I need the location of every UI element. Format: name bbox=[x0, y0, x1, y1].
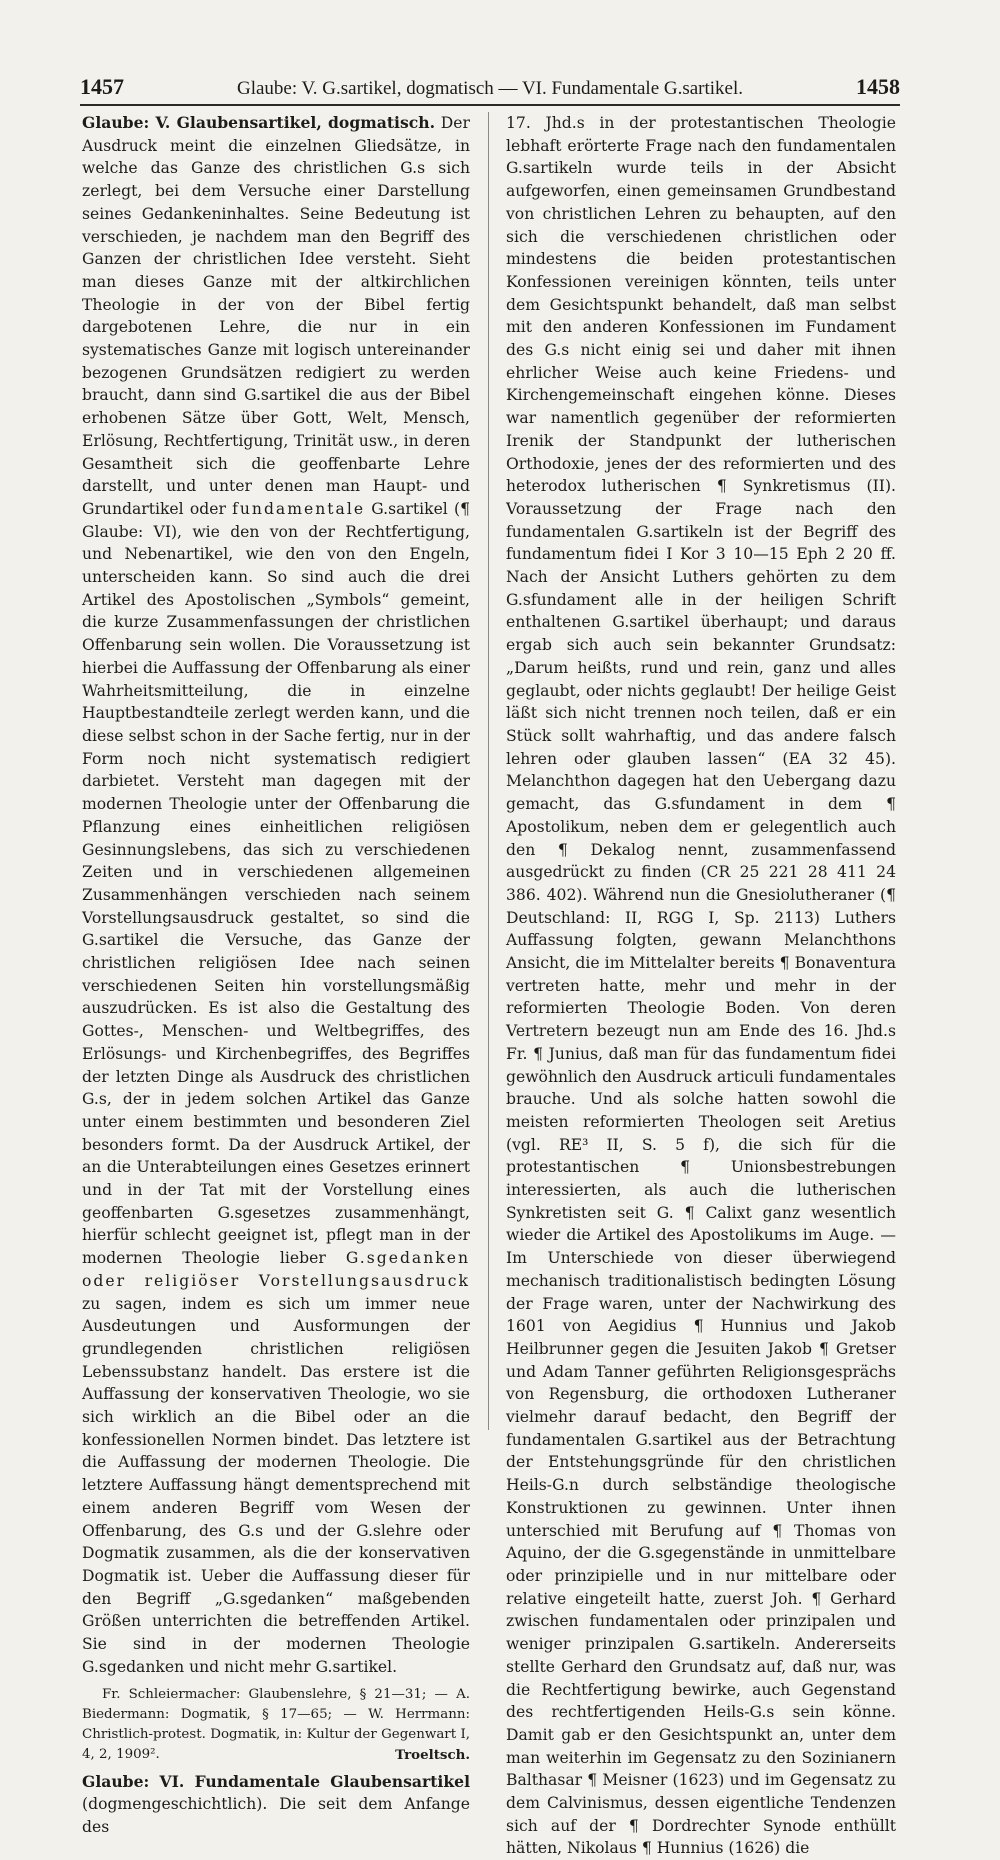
page-number-right: 1458 bbox=[856, 74, 900, 99]
running-header bbox=[80, 60, 900, 100]
article-body-part-2: G.sartikel (¶ Glaube: VI), wie den von der Rechtfertigung, und Nebenartikel, wie den von den Engeln, unterscheiden kann. So sind auch die drei Artikel des Apostolischen „Symbols“ gemeint, die kurze Zusammenfassungen der christlichen Offenbarung sein wollen. Die Voraussetzung ist hierbei die Auffassung der Offenbarung als einer Wahrheitsmitteilung, die in einzelne Hauptbestandteile zerlegt werden kann, und die diese selbst schon in der Sache fertig, nur in der Form noch nicht systematisch redigiert darbietet. Versteht man dagegen mit der modernen Theologie unter der Offenbarung die Pflanzung eines einheitlichen religiösen Gesinnungslebens, das sich zu verschiedenen Zeiten und in verschiedenen allgemeinen Zusammenhängen verschieden nach seinem Vorstellungsausdruck gestaltet, so sind die G.sartikel die Versuche, das Ganze der christlichen religiösen Idee nach seinen verschiedenen Seiten hin vorstellungsmäßig auszudrücken. Es ist also die Gestaltung des Gottes-, Menschen- und Weltbegriffes, des Erlösungs- und Kirchenbegriffes, des Begriffes der letzten Dinge als Ausdruck des christlichen G.s, der in jedem solchen Artikel das Ganze unter einem bestimmten und besonderen Ziel besonders formt. Da der Ausdruck Artikel, der an die Unterabteilungen eines Gesetzes erinnert und in der Tat mit der Vorstellung eines geoffenbarten G.sgesetzes zusammenhängt, hierfür schlecht geeignet ist, pflegt man in der modernen Theologie lieber bbox=[82, 499, 470, 1268]
column-right bbox=[506, 112, 896, 1858]
spaced-term-fundamentale: fundamentale bbox=[232, 499, 366, 518]
column-divider bbox=[488, 112, 489, 1430]
article-heading-2: Glaube: VI. Fundamentale Glaubensartikel bbox=[82, 1771, 470, 1791]
page-number-left: 1457 bbox=[80, 74, 124, 99]
literature-text: Fr. Schleiermacher: Glaubenslehre, § 21—31; — A. Biedermann: Dogmatik, § 17—65; — W. Herrmann: Christlich-protest. Dogmatik, in: Kultur der Gegenwart I, 4, 2, 1909². bbox=[82, 1686, 470, 1762]
article-glaube-vi bbox=[82, 1771, 470, 1839]
article-body-part-1: Der Ausdruck meint die einzelnen Gliedsätze, in welche das Ganze des christlichen G.s sich zerlegt, bei dem Versuche einer Darstellung seines Gedankeninhaltes. Seine Bedeutung ist verschieden, je nachdem man den Begriff des Ganzen der christlichen Idee versteht. Sieht man dieses Ganze mit der altkirchlichen Theologie in der von der Bibel fertig dargebotenen Lehre, die nur in ein systematisches Ganze mit logisch untereinander bezogenen Grundsätzen redigiert zu werden braucht, dann sind G.sartikel die aus der Bibel erhobenen Sätze über Gott, Welt, Mensch, Erlösung, Rechtfertigung, Trinität usw., in deren Gesamtheit sich die geoffenbarte Lehre darstellt, und unter denen man Haupt- und Grundartikel oder bbox=[82, 114, 470, 518]
article-glaube-vi-continued: 17. Jhd.s in der protestantischen Theologie lebhaft erörterte Frage nach den fundamentalen G.sartikeln wurde teils in der Absicht aufgeworfen, einen gemeinsamen Grundbestand von christlichen Lehren zu behaupten, auf den sich die verschiedenen christlichen oder mindestens die beiden protestantischen Konfessionen vereinigen könnten, teils unter dem Gesichtspunkt behandelt, daß man selbst mit den anderen Konfessionen im Fundament des G.s nicht einig sei und daher mit ihnen ehrlicher Weise auch keine Friedens- und Kirchengemeinschaft eingehen könne. Dieses war namentlich gegenüber der reformierten Irenik der Standpunkt der lutherischen Orthodoxie, jenes der des reformierten und des heterodox lutherischen ¶ Synkretismus (II). Voraussetzung der Frage nach den fundamentalen G.sartikeln ist der Begriff des fundamentum fidei I Kor 3 10—15 Eph 2 20 ff. Nach der Ansicht Luthers gehörten zu dem G.sfundament alle in der heiligen Schrift enthaltenen G.sartikel überhaupt; und daraus ergab sich auch sein bekannter Grundsatz: „Darum heißts, rund und rein, ganz und alles geglaubt, oder nichts geglaubt! Der heilige Geist läßt sich nicht trennen noch teilen, daß er ein Stück sollt wahrhaftig, und das andere falsch lehren oder glauben lassen“ (EA 32 45). Melanchthon dagegen hat den Uebergang dazu gemacht, das G.sfundament in dem ¶ Apostolikum, neben dem er gelegentlich auch den ¶ Dekalog nennt, zusammenfassend ausgedrückt zu finden (CR 25 221 28 411 24 386. 402). Während nun die Gnesiolutheraner (¶ Deutschland: II, RGG I, Sp. 2113) Luthers Auffassung folgten, gewann Melanchthons Ansicht, die im Mittelalter bereits ¶ Bonaventura vertreten hatte, mehr und mehr in der reformierten Theologie Boden. Von deren Vertretern bezeugt nun am Ende des 16. Jhd.s Fr. ¶ Junius, daß man für das fundamentum fidei gewöhnlich den Ausdruck articuli fundamentales brauche. Und als solche hatten sowohl die meisten reformierten Theologen seit Aretius (vgl. RE³ II, S. 5 f), die sich für die protestantischen ¶ Unionsbestrebungen interessierten, als auch die lutherischen Synkretisten seit G. ¶ Calixt ganz wesentlich wieder die Artikel des Apostolikums im Auge. — Im Unterschiede von dieser überwiegend mechanisch traditionalistisch bedingten Lösung der Frage waren, unter der Nachwirkung des 1601 von Aegidius ¶ Hunnius und Jakob Heilbrunner gegen die Jesuiten Jakob ¶ Gretser und Adam Tanner geführten Religionsgesprächs von Regensburg, die orthodoxen Lutheraner vielmehr darauf bedacht, den Begriff der fundamentalen G.sartikel aus der Betrachtung der Entstehungsgründe für den christlichen Heils-G.n durch selbständige theologische Konstruktionen zu gewinnen. Unter ihnen unterschied mit Berufung auf ¶ Thomas von Aquino, der die G.sgegenstände in unmittelbare oder prinzipielle und in nur mittelbare oder relative eingeteilt hatte, zuerst Joh. ¶ Gerhard zwischen fundamentalen oder prinzipalen und weniger prinzipalen G.sartikeln. Andererseits stellte Gerhard den Grundsatz auf, daß nur, was die Rechtfertigung bewirke, auch Gegenstand des rechtfertigenden Heils-G.s sein könne. Damit gab er den Gesichtspunkt an, unter dem man weiterhin im Gegensatz zu den Sozinianern Balthasar ¶ Meisner (1623) und im Gegensatz zu dem Calvinismus, dessen eigentliche Tendenzen sich auf der ¶ Dordrechter Synode enthüllt hätten, Nikolaus ¶ Hunnius (1626) die bbox=[506, 114, 896, 1858]
article-heading: Glaube: V. Glaubensartikel, dogmatisch. bbox=[82, 113, 435, 132]
spaced-term-gsgedanken: G.sgedanken oder religiöser Vorstellungsausdruck bbox=[82, 1249, 470, 1290]
column-left bbox=[82, 112, 470, 1836]
article-glaube-v bbox=[82, 112, 470, 1679]
author-signature: Troeltsch. bbox=[395, 1746, 470, 1763]
article-body-part-4: (dogmengeschichtlich). Die seit dem Anfange des bbox=[82, 1795, 470, 1836]
header-rule bbox=[80, 104, 900, 106]
running-title: Glaube: V. G.sartikel, dogmatisch — VI. Fundamentale G.sartikel. bbox=[236, 78, 744, 99]
literature-references bbox=[82, 1685, 470, 1765]
article-body-part-3: zu sagen, indem es sich um immer neue Ausdeutungen und Ausformungen der grundlegenden christlichen religiösen Lebenssubstanz handelt. Das erstere ist die Auffassung der konservativen Theologie, wo sie sich wirklich an die Bibel oder an die konfessionellen Normen bindet. Das letztere ist die Auffassung der modernen Theologie. Die letztere Auffassung hängt dementsprechend mit einem anderen Begriff vom Wesen der Offenbarung, des G.s und der G.slehre oder Dogmatik zusammen, als die der konservativen Dogmatik ist. Ueber die Auffassung dieser für den Begriff „G.sgedanken“ maßgebenden Größen unterrichten die betreffenden Artikel. Sie sind in der modernen Theologie G.sgedanken und nicht mehr G.sartikel. bbox=[82, 1294, 470, 1676]
